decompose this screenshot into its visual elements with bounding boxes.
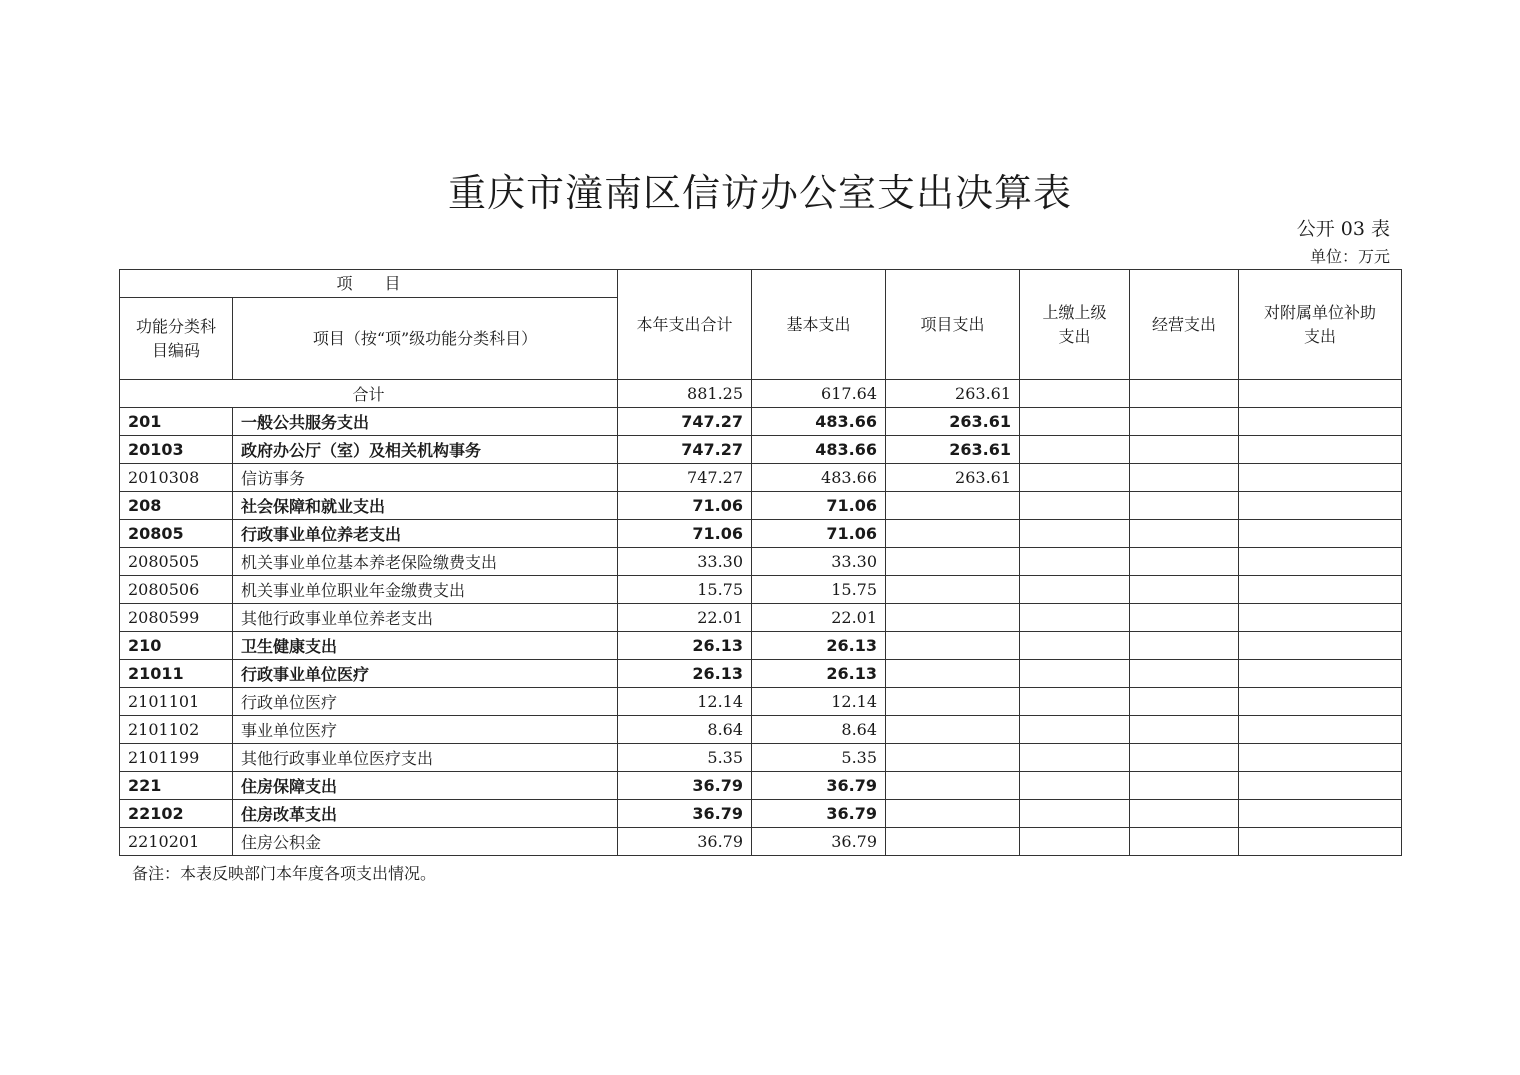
table-row	[120, 828, 1402, 856]
row-upper	[1020, 632, 1130, 660]
row-basic: 71.06	[752, 520, 886, 548]
row-name: 机关事业单位基本养老保险缴费支出	[233, 548, 618, 576]
row-total: 8.64	[618, 716, 752, 744]
row-basic: 5.35	[752, 744, 886, 772]
row-project	[886, 828, 1020, 856]
row-business	[1130, 632, 1239, 660]
row-subsidy	[1239, 632, 1402, 660]
row-subsidy	[1239, 548, 1402, 576]
row-code: 2080505	[120, 548, 233, 576]
row-upper	[1020, 800, 1130, 828]
total-basic: 617.64	[752, 380, 886, 408]
row-total: 71.06	[618, 520, 752, 548]
row-name: 一般公共服务支出	[233, 408, 618, 436]
row-project	[886, 632, 1020, 660]
table-row	[120, 408, 1402, 436]
row-code: 210	[120, 632, 233, 660]
row-code: 2010308	[120, 464, 233, 492]
total-subsidy	[1239, 380, 1402, 408]
row-subsidy	[1239, 576, 1402, 604]
row-upper	[1020, 772, 1130, 800]
row-total: 36.79	[618, 828, 752, 856]
row-name: 社会保障和就业支出	[233, 492, 618, 520]
row-business	[1130, 548, 1239, 576]
row-subsidy	[1239, 436, 1402, 464]
row-subsidy	[1239, 464, 1402, 492]
row-project	[886, 716, 1020, 744]
table-row	[120, 464, 1402, 492]
row-code: 2080599	[120, 604, 233, 632]
row-code: 201	[120, 408, 233, 436]
row-total: 26.13	[618, 632, 752, 660]
row-subsidy	[1239, 744, 1402, 772]
header-project: 项目支出	[886, 270, 1020, 380]
table-row	[120, 716, 1402, 744]
row-code: 2101199	[120, 744, 233, 772]
row-business	[1130, 772, 1239, 800]
row-business	[1130, 492, 1239, 520]
row-upper	[1020, 576, 1130, 604]
row-basic: 36.79	[752, 772, 886, 800]
row-subsidy	[1239, 492, 1402, 520]
total-label: 合计	[120, 380, 618, 408]
row-basic: 12.14	[752, 688, 886, 716]
table-row	[120, 604, 1402, 632]
row-upper	[1020, 688, 1130, 716]
row-code: 208	[120, 492, 233, 520]
total-upper	[1020, 380, 1130, 408]
table-row	[120, 436, 1402, 464]
table-row	[120, 632, 1402, 660]
row-subsidy	[1239, 660, 1402, 688]
row-name: 住房改革支出	[233, 800, 618, 828]
table-row	[120, 660, 1402, 688]
header-subsidy-line2: 支出	[1304, 326, 1337, 346]
row-total: 33.30	[618, 548, 752, 576]
row-code: 2080506	[120, 576, 233, 604]
row-basic: 483.66	[752, 464, 886, 492]
header-subsidy	[1239, 270, 1402, 380]
header-upper	[1020, 270, 1130, 380]
row-subsidy	[1239, 828, 1402, 856]
row-code: 2101102	[120, 716, 233, 744]
row-subsidy	[1239, 688, 1402, 716]
row-subsidy	[1239, 716, 1402, 744]
row-project: 263.61	[886, 436, 1020, 464]
row-name: 行政单位医疗	[233, 688, 618, 716]
row-code: 22102	[120, 800, 233, 828]
row-basic: 71.06	[752, 492, 886, 520]
header-subsidy-line1: 对附属单位补助	[1264, 302, 1377, 322]
row-total: 747.27	[618, 464, 752, 492]
row-upper	[1020, 548, 1130, 576]
row-basic: 15.75	[752, 576, 886, 604]
row-business	[1130, 408, 1239, 436]
footnote: 备注：本表反映部门本年度各项支出情况。	[132, 864, 437, 883]
row-code: 2210201	[120, 828, 233, 856]
table-row	[120, 576, 1402, 604]
row-business	[1130, 436, 1239, 464]
row-business	[1130, 716, 1239, 744]
header-code-line1: 功能分类科	[135, 316, 216, 336]
row-business	[1130, 800, 1239, 828]
row-upper	[1020, 408, 1130, 436]
row-code: 20103	[120, 436, 233, 464]
table-row	[120, 520, 1402, 548]
row-upper	[1020, 744, 1130, 772]
row-basic: 33.30	[752, 548, 886, 576]
row-basic: 26.13	[752, 660, 886, 688]
row-upper	[1020, 604, 1130, 632]
row-upper	[1020, 828, 1130, 856]
row-basic: 26.13	[752, 632, 886, 660]
table-row	[120, 548, 1402, 576]
row-project	[886, 492, 1020, 520]
table-row	[120, 772, 1402, 800]
row-upper	[1020, 660, 1130, 688]
row-basic: 36.79	[752, 800, 886, 828]
row-business	[1130, 576, 1239, 604]
table-row	[120, 492, 1402, 520]
expenditure-table	[119, 269, 1402, 856]
row-project	[886, 576, 1020, 604]
row-subsidy	[1239, 800, 1402, 828]
unit-label: 单位：万元	[1309, 247, 1390, 266]
row-name: 住房公积金	[233, 828, 618, 856]
row-basic: 483.66	[752, 408, 886, 436]
row-project	[886, 688, 1020, 716]
row-subsidy	[1239, 408, 1402, 436]
header-item: 项目（按“项”级功能分类科目）	[233, 298, 618, 380]
row-total: 12.14	[618, 688, 752, 716]
row-project	[886, 660, 1020, 688]
row-code: 21011	[120, 660, 233, 688]
row-project	[886, 772, 1020, 800]
header-upper-line1: 上缴上级	[1042, 302, 1107, 322]
row-upper	[1020, 464, 1130, 492]
row-project: 263.61	[886, 464, 1020, 492]
row-upper	[1020, 520, 1130, 548]
row-total: 71.06	[618, 492, 752, 520]
header-code-line2: 目编码	[151, 340, 200, 360]
header-business: 经营支出	[1130, 270, 1239, 380]
row-total: 36.79	[618, 772, 752, 800]
row-basic: 8.64	[752, 716, 886, 744]
row-code: 221	[120, 772, 233, 800]
row-business	[1130, 464, 1239, 492]
row-business	[1130, 744, 1239, 772]
row-project	[886, 604, 1020, 632]
row-name: 政府办公厅（室）及相关机构事务	[233, 436, 618, 464]
row-total: 15.75	[618, 576, 752, 604]
row-project	[886, 744, 1020, 772]
table-row	[120, 800, 1402, 828]
row-name: 住房保障支出	[233, 772, 618, 800]
row-total: 26.13	[618, 660, 752, 688]
row-project	[886, 800, 1020, 828]
row-project: 263.61	[886, 408, 1020, 436]
row-name: 行政事业单位养老支出	[233, 520, 618, 548]
table-row	[120, 688, 1402, 716]
total-project: 263.61	[886, 380, 1020, 408]
row-name: 卫生健康支出	[233, 632, 618, 660]
row-subsidy	[1239, 772, 1402, 800]
row-upper	[1020, 436, 1130, 464]
row-business	[1130, 660, 1239, 688]
row-code: 20805	[120, 520, 233, 548]
page-title: 重庆市潼南区信访办公室支出决算表	[447, 171, 1072, 215]
header-total: 本年支出合计	[618, 270, 752, 380]
row-total: 5.35	[618, 744, 752, 772]
table-number: 公开 03 表	[1296, 218, 1390, 240]
row-total: 747.27	[618, 408, 752, 436]
table-row	[120, 744, 1402, 772]
row-total: 747.27	[618, 436, 752, 464]
total-business	[1130, 380, 1239, 408]
row-basic: 483.66	[752, 436, 886, 464]
row-subsidy	[1239, 520, 1402, 548]
row-code: 2101101	[120, 688, 233, 716]
row-name: 信访事务	[233, 464, 618, 492]
row-total: 22.01	[618, 604, 752, 632]
row-name: 其他行政事业单位养老支出	[233, 604, 618, 632]
header-basic: 基本支出	[752, 270, 886, 380]
row-business	[1130, 604, 1239, 632]
row-total: 36.79	[618, 800, 752, 828]
row-upper	[1020, 492, 1130, 520]
row-name: 事业单位医疗	[233, 716, 618, 744]
row-subsidy	[1239, 604, 1402, 632]
row-basic: 36.79	[752, 828, 886, 856]
row-name: 行政事业单位医疗	[233, 660, 618, 688]
row-project	[886, 520, 1020, 548]
header-project-group: 项 目	[120, 270, 618, 298]
header-code	[120, 298, 233, 380]
row-project	[886, 548, 1020, 576]
total-sum: 881.25	[618, 380, 752, 408]
total-row	[120, 380, 1402, 408]
row-name: 机关事业单位职业年金缴费支出	[233, 576, 618, 604]
row-name: 其他行政事业单位医疗支出	[233, 744, 618, 772]
header-upper-line2: 支出	[1058, 326, 1091, 346]
row-upper	[1020, 716, 1130, 744]
row-business	[1130, 828, 1239, 856]
row-business	[1130, 520, 1239, 548]
row-business	[1130, 688, 1239, 716]
row-basic: 22.01	[752, 604, 886, 632]
